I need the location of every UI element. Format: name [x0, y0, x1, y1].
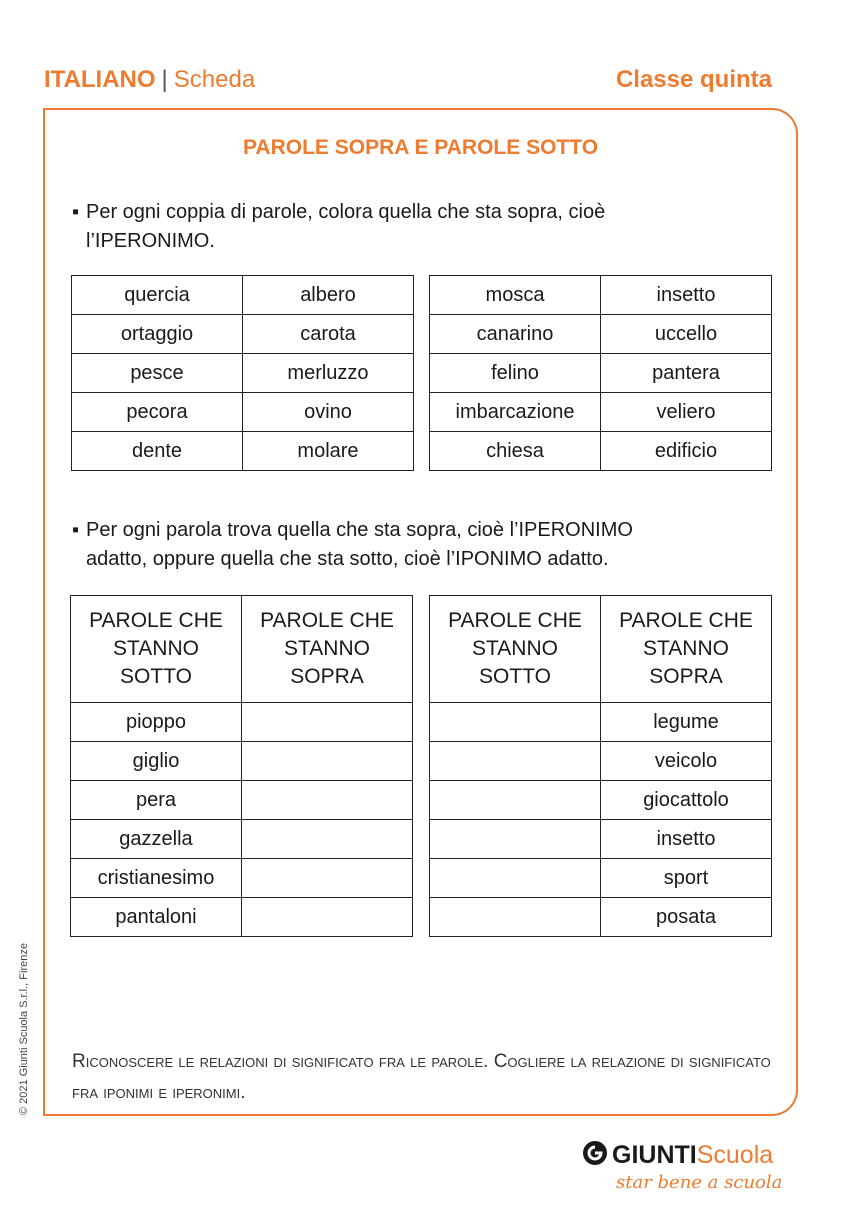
table-row	[71, 781, 413, 820]
given-word-cell: sport	[601, 859, 772, 898]
word-cell[interactable]: uccello	[601, 315, 772, 354]
copyright-notice: © 2021 Giunti Scuola S.r.l., Firenze	[18, 943, 30, 1115]
word-cell[interactable]: edificio	[601, 432, 772, 471]
sheet-type-label: Scheda	[173, 66, 256, 93]
page-title: PAROLE SOPRA E PAROLE SOTTO	[242, 136, 599, 159]
table-row	[72, 276, 414, 315]
exercise2-right-table	[429, 595, 772, 937]
learning-objective: Riconoscere le relazioni di significato fra le parole. Cogliere la relazione di significato fra iponimi e iperonimi.	[72, 1051, 771, 1103]
word-cell[interactable]: merluzzo	[243, 354, 414, 393]
logo-tagline: star bene a scuola	[616, 1172, 783, 1193]
column-header-below: PAROLE CHE STANNO SOTTO	[430, 596, 601, 703]
answer-cell[interactable]	[242, 703, 413, 742]
answer-cell[interactable]	[242, 898, 413, 937]
page-header-subject	[44, 66, 255, 94]
table-row	[430, 703, 772, 742]
word-cell[interactable]: pecora	[72, 393, 243, 432]
table-row	[71, 742, 413, 781]
table-row	[72, 354, 414, 393]
column-header-above: PAROLE CHE STANNO SOPRA	[242, 596, 413, 703]
word-cell[interactable]: ovino	[243, 393, 414, 432]
given-word-cell: cristianesimo	[71, 859, 242, 898]
bullet-icon: ▪	[72, 519, 80, 541]
word-cell[interactable]: pesce	[72, 354, 243, 393]
column-header-above: PAROLE CHE STANNO SOPRA	[601, 596, 772, 703]
table-row	[430, 432, 772, 471]
word-cell[interactable]: veliero	[601, 393, 772, 432]
answer-cell[interactable]	[242, 820, 413, 859]
class-label: Classe quinta	[615, 66, 772, 93]
table-row	[430, 315, 772, 354]
exercise2-left-table	[70, 595, 413, 937]
table-row	[71, 820, 413, 859]
given-word-cell: veicolo	[601, 742, 772, 781]
logo-brand-main: GIUNTI	[612, 1141, 697, 1170]
given-word-cell: insetto	[601, 820, 772, 859]
publisher-logo	[582, 1140, 782, 1196]
subject-label: ITALIANO	[44, 66, 156, 93]
instruction-line: adatto, oppure quella che sta sotto, cioè l’IPONIMO adatto.	[86, 548, 609, 570]
given-word-cell: pera	[71, 781, 242, 820]
word-cell[interactable]: carota	[243, 315, 414, 354]
answer-cell[interactable]	[430, 820, 601, 859]
word-cell[interactable]: canarino	[430, 315, 601, 354]
table-row	[72, 432, 414, 471]
exercise1-right-table	[429, 275, 772, 471]
table-row	[72, 315, 414, 354]
instruction-line: Per ogni coppia di parole, colora quella che sta sopra, cioè	[86, 201, 606, 223]
table-row	[430, 393, 772, 432]
given-word-cell: pantaloni	[71, 898, 242, 937]
table-row	[71, 859, 413, 898]
word-cell[interactable]: dente	[72, 432, 243, 471]
table-row	[71, 898, 413, 937]
answer-cell[interactable]	[430, 898, 601, 937]
table-row	[430, 354, 772, 393]
table-row	[430, 276, 772, 315]
table-row	[430, 742, 772, 781]
answer-cell[interactable]	[242, 781, 413, 820]
word-cell[interactable]: insetto	[601, 276, 772, 315]
logo-brand	[582, 1140, 773, 1173]
word-cell[interactable]: pantera	[601, 354, 772, 393]
given-word-cell: giglio	[71, 742, 242, 781]
table-row	[430, 859, 772, 898]
given-word-cell: gazzella	[71, 820, 242, 859]
bullet-icon: ▪	[72, 201, 80, 223]
table-row	[71, 703, 413, 742]
exercise2-instruction	[72, 516, 772, 574]
exercise1-left-table	[71, 275, 414, 471]
table-header-row	[430, 596, 772, 703]
table-header-row	[71, 596, 413, 703]
answer-cell[interactable]	[242, 859, 413, 898]
header-separator: |	[161, 66, 168, 93]
answer-cell[interactable]	[430, 859, 601, 898]
word-cell[interactable]: molare	[243, 432, 414, 471]
exercise1-instruction	[72, 198, 772, 256]
word-cell[interactable]: imbarcazione	[430, 393, 601, 432]
column-header-below: PAROLE CHE STANNO SOTTO	[71, 596, 242, 703]
instruction-line: l’IPERONIMO.	[86, 230, 215, 252]
logo-brand-accent: Scuola	[696, 1141, 774, 1170]
answer-cell[interactable]	[242, 742, 413, 781]
table-row	[72, 393, 414, 432]
word-cell[interactable]: felino	[430, 354, 601, 393]
word-cell[interactable]: chiesa	[430, 432, 601, 471]
table-row	[430, 781, 772, 820]
word-cell[interactable]: quercia	[72, 276, 243, 315]
giunti-g-icon	[582, 1140, 608, 1173]
given-word-cell: pioppo	[71, 703, 242, 742]
table-row	[430, 898, 772, 937]
table-row	[430, 820, 772, 859]
word-cell[interactable]: ortaggio	[72, 315, 243, 354]
given-word-cell: giocattolo	[601, 781, 772, 820]
word-cell[interactable]: albero	[243, 276, 414, 315]
word-cell[interactable]: mosca	[430, 276, 601, 315]
answer-cell[interactable]	[430, 781, 601, 820]
answer-cell[interactable]	[430, 703, 601, 742]
answer-cell[interactable]	[430, 742, 601, 781]
given-word-cell: legume	[601, 703, 772, 742]
given-word-cell: posata	[601, 898, 772, 937]
instruction-line: Per ogni parola trova quella che sta sopra, cioè l’IPERONIMO	[86, 519, 633, 541]
